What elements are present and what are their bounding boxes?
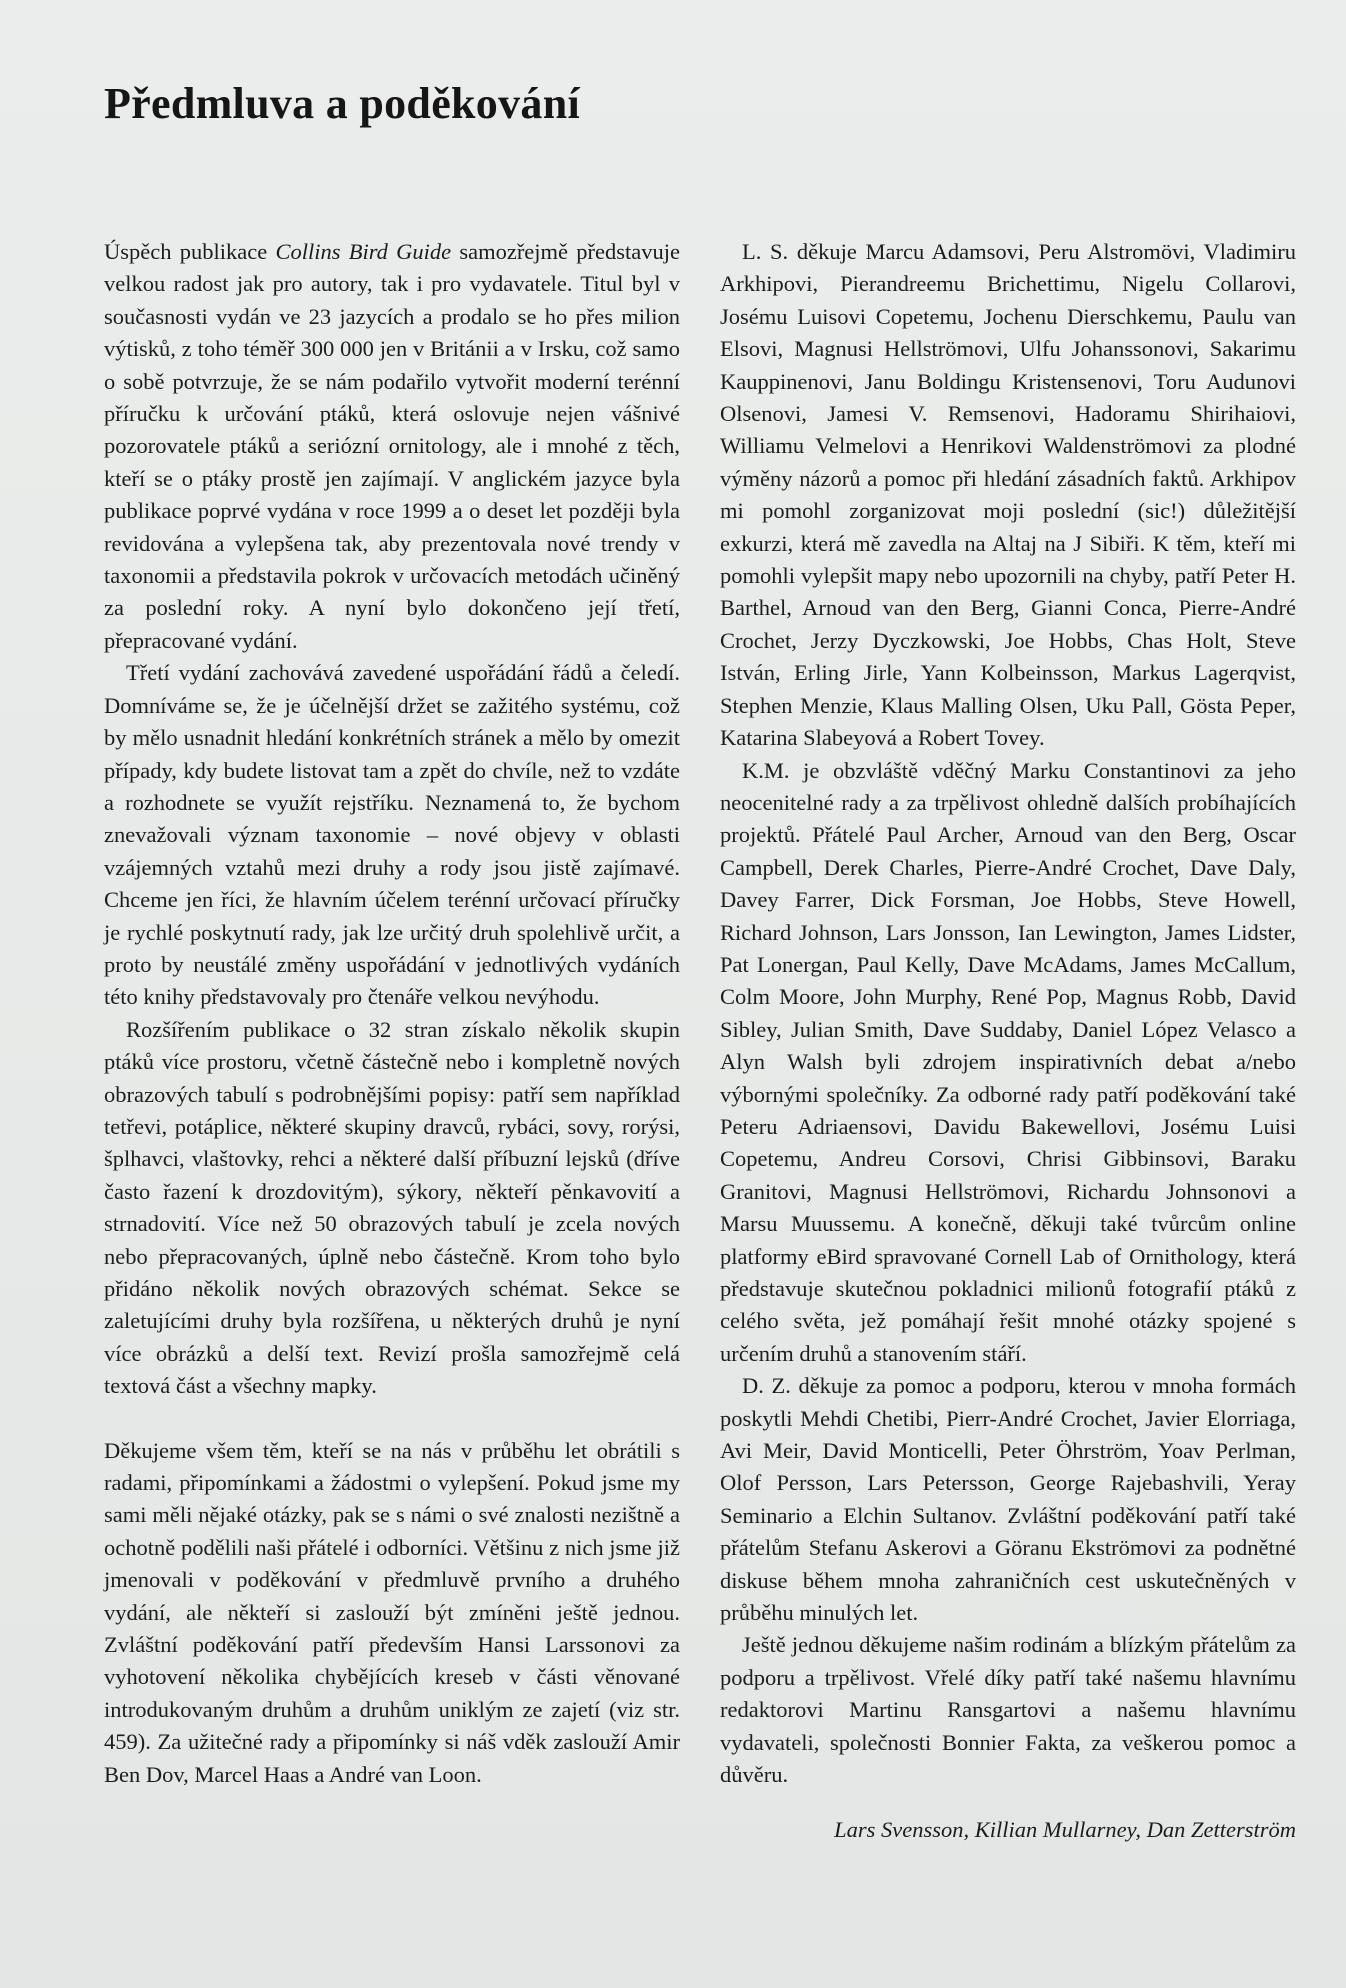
paragraph-intro bbox=[104, 236, 680, 657]
paragraph-expansion: Rozšířením publikace o 32 stran získalo několik skupin ptáků více prostoru, včetně částečně nebo i kompletně nových obrazových tabulí s podrobnějšími popisy: patří sem například tetřevi, potáplice, některé skupiny dravců, rybáci, sovy, rorýsi, šplhavci, vlaštovky, rehci a některé další příbuzní lejsků (dříve často řazení k drozdovitým), sýkory, někteří pěnkavovití a strnadovití. Více než 50 obrazových tabulí je zcela nových nebo přepracovaných, úplně nebo částečně. Krom toho bylo přidáno několik nových obrazových schémat. Sekce se zaletujícími druhy byla rozšířena, u některých druhů je nyní více obrázků a delší text. Revizí prošla samozřejmě celá textová část a všechny mapky. bbox=[104, 1016, 680, 1399]
intro-text-rest: samozřejmě představuje velkou radost jak pro autory, tak i pro vydavatele. Titul byl v současnosti vydán ve 23 jazycích a prodalo se ho přes milion výtisků, z toho téměř 300 000 jen v Británii a v Irsku, což samo o sobě potvrzuje, že se nám podařilo vytvořit moderní terénní příručku k určování ptáků, která oslovuje nejen vášnivé pozorovatele ptáků a seriózní ornitology, ale i mnohé z těch, kteří se o ptáky prostě jen zajímají. V anglickém jazyce byla publikace poprvé vydána v roce 1999 a o deset let později byla revidována a vylepšena tak, aby prezentovala nové trendy v taxonomii a představila pokrok v určovacích metodách učiněný za poslední roky. A nyní bylo dokončeno její třetí, přepracované vydání. bbox=[104, 239, 680, 653]
paragraph-family-thanks: Ještě jednou děkujeme našim rodinám a blízkým přátelům za podporu a trpělivost. Vřelé díky patří také našemu hlavnímu redaktorovi Martinu Ransgartovi a našemu hlavnímu vydavateli, společnosti Bonnier Fakta, za veškerou pomoc a důvěru. bbox=[720, 1632, 1296, 1788]
left-column bbox=[104, 236, 680, 1791]
page-title: Předmluva a poděkování bbox=[104, 79, 580, 128]
paragraph-edition: Třetí vydání zachovává zavedené uspořádání řádů a čeledí. Domníváme se, že je účelnější držet se zažitého systému, což by mělo usnadnit hledání konkrétních stránek a mělo by omezit případy, kdy budete listovat tam a zpět do chvíle, než to vzdáte a rozhodnete se využít rejstříku. Neznamená to, že bychom znevažovali význam taxonomie – nové objevy v oblasti vzájemných vztahů mezi druhy a rody jsou jistě zajímavé. Chceme jen říci, že hlavním účelem terénní určovací příručky je rychlé poskytnutí rady, jak lze určitý druh spolehlivě určit, a proto by neustálé změny uspořádání v jednotlivých vydáních této knihy představovaly pro čtenáře velkou nevýhodu. bbox=[104, 660, 680, 1010]
authors-signature: Lars Svensson, Killian Mullarney, Dan Zetterström bbox=[834, 1816, 1296, 1842]
book-title: Collins Bird Guide bbox=[275, 239, 452, 264]
paragraph-thanks: Děkujeme všem těm, kteří se na nás v průběhu let obrátili s radami, připomínkami a žádostmi o vylepšení. Pokud jsme my sami měli nějaké otázky, pak se s námi o své znalosti nezištně a ochotně podělili naši přátelé i odborníci. Většinu z nich jsme již jmenovali v poděkování v předmluvě prvního a druhého vydání, ale někteří si zaslouží být zmíněni ještě jednou. Zvláštní poděkování patří především Hansi Larssonovi za vyhotovení několika chybějících kreseb v části věnované introdukovaným druhům a druhům uniklým ze zajetí (viz str. 459). Za užitečné rady a připomínky si náš vděk zaslouží Amir Ben Dov, Marcel Haas a André van Loon. bbox=[104, 1437, 680, 1787]
paragraph-ls-thanks: L. S. děkuje Marcu Adamsovi, Peru Alstromövi, Vladimiru Arkhipovi, Pierandreemu Brichettimu, Nigelu Collarovi, Josému Luisovi Copetemu, Jochenu Dierschkemu, Paulu van Elsovi, Magnusi Hellströmovi, Ulfu Johanssonovi, Sakarimu Kauppinenovi, Janu Boldingu Kristensenovi, Toru Audunovi Olsenovi, Jamesi V. Remsenovi, Hadoramu Shirihaiovi, Williamu Velmelovi a Henrikovi Waldenströmovi za plodné výměny názorů a pomoc při hledání zásadních faktů. Arkhipov mi pomohl zorganizovat moji poslední (sic!) důležitější exkurzi, která mě zavedla na Altaj na J Sibiři. K těm, kteří mi pomohli vylepšit mapy nebo upozornili na chyby, patří Peter H. Barthel, Arnoud van den Berg, Gianni Conca, Pierre-André Crochet, Jerzy Dyczkowski, Joe Hobbs, Chas Holt, Steve István, Erling Jirle, Yann Kolbeinsson, Markus Lagerqvist, Stephen Menzie, Klaus Malling Olsen, Uku Pall, Gösta Peper, Katarina Slabeyová a Robert Tovey. bbox=[720, 239, 1296, 751]
paragraph-km-thanks: K.M. je obzvláště vděčný Marku Constantinovi za jeho neocenitelné rady a za trpělivost ohledně dalších probíhajících projektů. Přátelé Paul Archer, Arnoud van den Berg, Oscar Campbell, Derek Charles, Pierre-André Crochet, Dave Daly, Davey Farrer, Dick Forsman, Joe Hobbs, Steve Howell, Richard Johnson, Lars Jonsson, Ian Lewington, James Lidster, Pat Lonergan, Paul Kelly, Dave McAdams, James McCallum, Colm Moore, John Murphy, René Pop, Magnus Robb, David Sibley, Julian Smith, Dave Suddaby, Daniel López Velasco a Alyn Walsh byli zdrojem inspirativních debat a/nebo výbornými společníky. Za odborné rady patří poděkování také Peteru Adriaensovi, Davidu Bakewellovi, Josému Luisi Copetemu, Andreu Corsovi, Chrisi Gibbinsovi, Baraku Granitovi, Magnusi Hellströmovi, Richardu Johnsonovi a Marsu Muussemu. A konečně, děkuji také tvůrcům online platformy eBird spravované Cornell Lab of Ornithology, která představuje skutečnou pokladnici milionů fotografií ptáků z celého světa, jež pomáhají řešit mnohé otázky spojené s určením druhů a stanovením stáří. bbox=[720, 757, 1296, 1366]
paragraph-dz-thanks: D. Z. děkuje za pomoc a podporu, kterou v mnoha formách poskytli Mehdi Chetibi, Pierr-André Crochet, Javier Elorriaga, Avi Meir, David Monticelli, Peter Öhrström, Yoav Perlman, Olof Persson, Lars Petersson, George Rajebashvili, Yeray Seminario a Elchin Sultanov. Zvláštní poděkování patří také přátelům Stefanu Askerovi a Göranu Ekströmovi za podnětné diskuse během mnoha zahraničních cest uskutečněných v průběhu minulých let. bbox=[720, 1373, 1296, 1626]
intro-text-start: Úspěch publikace bbox=[104, 239, 276, 264]
right-column bbox=[720, 236, 1296, 1846]
